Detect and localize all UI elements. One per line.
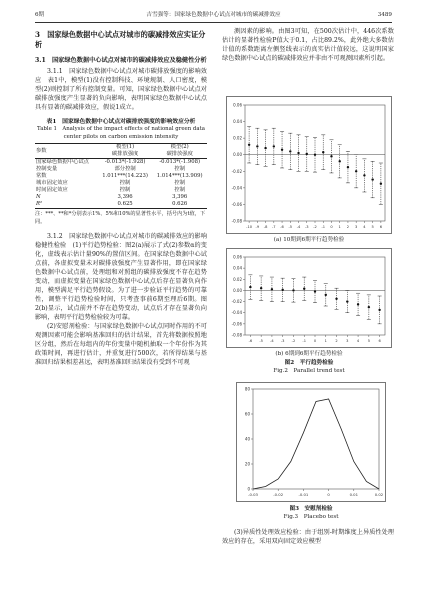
- x-tick-label: 2: [346, 225, 350, 229]
- figure-2a-caption: (a) 10期到6期平行趋势检验: [273, 237, 345, 243]
- row-label: R²: [36, 201, 43, 207]
- cell-value: 控制: [174, 166, 185, 172]
- x-tick-label: -2: [313, 225, 317, 229]
- row-label: 常数: [36, 173, 47, 179]
- row-label: 时间固定效应: [36, 187, 68, 193]
- y-tick-label: -0.08: [231, 332, 242, 338]
- x-tick-label: -9: [255, 225, 260, 229]
- x-tick-label: 1: [324, 339, 327, 343]
- figure-3-caption-en: Fig.3 Placebo test: [283, 514, 339, 520]
- figure-2-caption-en: Fig.2 Parallel trend test: [273, 368, 345, 374]
- left-column: [35, 27, 207, 367]
- table-row: [35, 187, 207, 194]
- page-number: 3489: [377, 12, 392, 18]
- x-tick-label: -4: [296, 225, 301, 229]
- data-point: [281, 149, 283, 151]
- page-header: [35, 10, 392, 20]
- data-point: [249, 286, 251, 288]
- y-tick-label: 0.02: [233, 135, 242, 141]
- cell-value: 控制: [174, 187, 185, 193]
- table-row: [35, 166, 207, 173]
- cell-value: 3,396: [117, 194, 133, 200]
- y-tick-label: 0: [247, 486, 250, 492]
- issue-number: 6期: [35, 12, 45, 18]
- data-point: [297, 152, 299, 154]
- y-tick-label: 0.04: [233, 265, 242, 271]
- y-tick-label: 0.04: [233, 119, 242, 125]
- data-point: [281, 289, 283, 291]
- x-tick-label: -7: [272, 225, 276, 229]
- y-tick-label: -0.08: [231, 218, 242, 224]
- x-tick-label: -10: [246, 225, 253, 229]
- data-point: [347, 166, 349, 168]
- data-point: [273, 145, 275, 147]
- paragraph-placebo: (2)安慰剂检验：与国家绿色数据中心试点同时作用的不可观测因素可能会影响基准回归的估计结果，首先将数据按照地区分组，然后在每组内的年份变量中随机抽取一个年份作为其政策时间，再进行估计，并重复进行500次，若所得结果与基准回归结果相差甚远，表明基准回归结果没有受到不可观: [35, 323, 207, 366]
- y-tick-label: 0.00: [233, 287, 242, 293]
- x-tick-label: -6: [248, 339, 253, 343]
- right-column-bottom: [222, 528, 394, 546]
- data-point: [260, 287, 262, 289]
- data-point: [314, 154, 316, 156]
- table-row: [35, 173, 207, 180]
- y-tick-label: 0.02: [233, 276, 242, 282]
- y-tick-label: -0.02: [231, 168, 242, 174]
- row-label: 国家绿色数据中心试点: [36, 159, 89, 165]
- y-tick-label: -0.06: [231, 321, 242, 327]
- table-row: [35, 201, 207, 209]
- figure-2-caption-cn: 图2 平行趋势检验: [284, 360, 334, 366]
- x-tick-label: -0.03: [248, 492, 258, 497]
- y-tick-label: 0.06: [233, 254, 242, 260]
- data-point: [289, 150, 291, 152]
- cell-value: 控制: [119, 187, 131, 193]
- cell-value: 3,396: [172, 194, 188, 200]
- x-tick-label: 0: [330, 225, 333, 229]
- x-tick-label: 0: [327, 492, 330, 497]
- data-point: [322, 151, 324, 153]
- x-tick-label: 2: [335, 339, 338, 343]
- data-point: [363, 174, 365, 176]
- data-point: [339, 160, 341, 162]
- row-label: N: [36, 194, 41, 200]
- row-label: 控制变量: [36, 166, 58, 172]
- paragraph-3-1-1: 3.1.1 国家绿色数据中心试点对城市碳排放强度的影响效应 表1中，模型(1)没有控制科技、环境规制、人口密度，模型(2)则控制了所有控制变量。可知，国家绿色数据中心试点对碳排放强度产生显著的负向影响，表明国家绿色数据中心试点具有显著的碳减排效应，假说1成立。: [35, 68, 207, 111]
- x-tick-label: -0.01: [298, 492, 309, 497]
- figure-2b: [226, 248, 392, 348]
- cell-value: 控制: [119, 180, 131, 186]
- data-point: [330, 155, 332, 157]
- subsection-heading: 3.1 国家绿色数据中心试点对城市的碳减排效应及稳健性分析: [35, 57, 207, 64]
- y-tick-label: -0.02: [231, 299, 242, 305]
- data-point: [346, 300, 348, 302]
- x-tick-label: 1: [338, 225, 341, 229]
- x-tick-label: 3: [355, 225, 358, 229]
- data-point: [248, 144, 250, 146]
- table-row: [35, 159, 207, 167]
- x-tick-label: 4: [363, 225, 366, 229]
- table-header-model2: 模型(2) 碳排放强度: [166, 144, 193, 157]
- x-tick-label: -5: [259, 339, 263, 343]
- cell-value: -0.013*(-1.928): [104, 159, 146, 165]
- figure-2b-plot: [227, 249, 391, 347]
- x-tick-label: -4: [270, 339, 274, 343]
- y-tick-label: -0.04: [231, 310, 242, 316]
- y-tick-label: 0.00: [233, 152, 242, 158]
- x-tick-label: -3: [304, 225, 309, 229]
- table-note: 注：***、**和*分别表示1%、5%和10%的显著性水平，括号内为t值，下同。: [35, 211, 206, 225]
- table-header-model1: 模型(1) 碳排放强度: [111, 144, 139, 157]
- cell-value: -0.013*(-1.908): [159, 159, 201, 165]
- x-tick-label: -5: [288, 225, 293, 229]
- data-point: [314, 290, 316, 292]
- plot-frame: [253, 389, 379, 489]
- figure-3-plot: [237, 383, 385, 501]
- figure-2b-caption: (b) 6期到6期平行趋势检验: [275, 351, 343, 357]
- x-tick-label: -0.02: [273, 492, 284, 497]
- x-tick-label: -2: [291, 339, 296, 343]
- x-tick-label: 4: [356, 339, 360, 343]
- x-tick-label: 0: [313, 339, 317, 343]
- data-point: [357, 303, 359, 305]
- regression-table: [35, 143, 207, 209]
- x-tick-label: 0.01: [349, 492, 359, 497]
- cell-value: 0.626: [172, 201, 188, 207]
- x-tick-label: -8: [263, 225, 268, 229]
- data-point: [355, 170, 357, 172]
- x-tick-label: -1: [302, 339, 307, 343]
- paragraph-right-bottom: (3)异质性处理效应检验：由于组别-时期维度上异质性处理效应的存在，采用双向固定效应模型: [222, 529, 394, 545]
- y-tick-label: 40: [244, 436, 250, 442]
- running-title: 吉雪强等：国家绿色数据中心试点对城市的碳减排效应: [146, 12, 281, 18]
- y-tick-label: -0.04: [231, 185, 242, 191]
- figure-2a: [226, 96, 392, 234]
- density-curve: [253, 399, 379, 489]
- data-point: [378, 309, 380, 311]
- x-tick-label: 6: [378, 339, 381, 343]
- header-rule: [35, 22, 392, 23]
- table-caption-cn: 表1 国家绿色数据中心试点对碳排放强度的影响效应分析: [46, 119, 196, 125]
- x-tick-label: 6: [379, 225, 383, 229]
- data-point: [292, 289, 294, 291]
- y-tick-label: 60: [244, 411, 250, 417]
- table-row: [35, 180, 207, 187]
- figure-2a-plot: [227, 97, 391, 233]
- cell-value: 0.625: [117, 201, 133, 207]
- cell-value: 1.014***(13.909): [156, 173, 203, 179]
- figure-3: [236, 382, 386, 502]
- data-point: [271, 288, 273, 290]
- data-point: [325, 294, 327, 296]
- x-tick-label: 0.02: [374, 492, 384, 497]
- x-tick-label: 5: [371, 225, 374, 229]
- data-point: [256, 145, 258, 147]
- x-tick-label: 5: [367, 339, 370, 343]
- y-tick-label: 20: [244, 461, 250, 467]
- figure-3-caption-cn: 图3 安慰剂检验: [289, 506, 333, 512]
- x-tick-label: -1: [321, 225, 326, 229]
- data-point: [306, 153, 308, 155]
- right-column: [222, 27, 394, 63]
- paragraph-3-1-2: 3.1.2 国家绿色数据中心试点对城市的碳减排效应的影响稳健性检验 (1)平行趋势检验：图2(a)展示了式(2)参数α的变化，虚线表示估计量90%的置信区间。在国家绿色数据中心试点前，各虚拟变量未对碳排放强度产生显著作用，即在国家绿色数据中心试点前，处理组和对照组的碳排放强度不存在趋势变动，而虚拟变量在国家绿色数据中心试点后存在显著负向作用，模型满足平行趋势假设。为了进一步验证平行趋势的可靠性，调整平行趋势检验时间，只考查事前6期至理后6期。图2(b)显示，试点前并不存在趋势变动，试点后才存在显著负向影响，表明平行趋势检验较为可靠。: [35, 233, 207, 321]
- data-point: [303, 288, 305, 290]
- data-point: [368, 306, 370, 308]
- y-tick-label: 0.06: [233, 102, 242, 108]
- x-tick-label: -6: [280, 225, 284, 229]
- x-tick-label: 3: [346, 339, 349, 343]
- data-point: [335, 298, 337, 300]
- table-row: [35, 194, 207, 201]
- cell-value: 部分控制: [114, 166, 136, 172]
- section-heading: 3 国家绿色数据中心试点对城市的碳减排效应实证分析: [35, 30, 206, 49]
- data-point: [371, 178, 373, 180]
- x-tick-label: -3: [280, 339, 285, 343]
- cell-value: 1.011***(14.223): [102, 173, 148, 179]
- data-point: [380, 183, 382, 185]
- y-tick-label: -0.06: [231, 201, 242, 207]
- table-caption-en: Table 1 Analysis of the impact effects of national green data center pilots on carbon emission intensity: [37, 126, 205, 140]
- y-tick-label: 80: [244, 386, 250, 392]
- data-point: [264, 147, 266, 149]
- paragraph-right-top: 测因素的影响。由图3可知，在500次估计中，446次系数估计的显著性检验P值大于0.1，占比89.2%，此外绝大多数估计值的系数距离左侧竖线表示的真实估计值较远，这说明国家绿色数据中心试点的碳减排效应并非由不可观测因素所引起。: [222, 28, 394, 62]
- cell-value: 控制: [174, 180, 185, 186]
- table-header-param: 参数: [36, 147, 47, 154]
- row-label: 城市固定效应: [36, 180, 68, 186]
